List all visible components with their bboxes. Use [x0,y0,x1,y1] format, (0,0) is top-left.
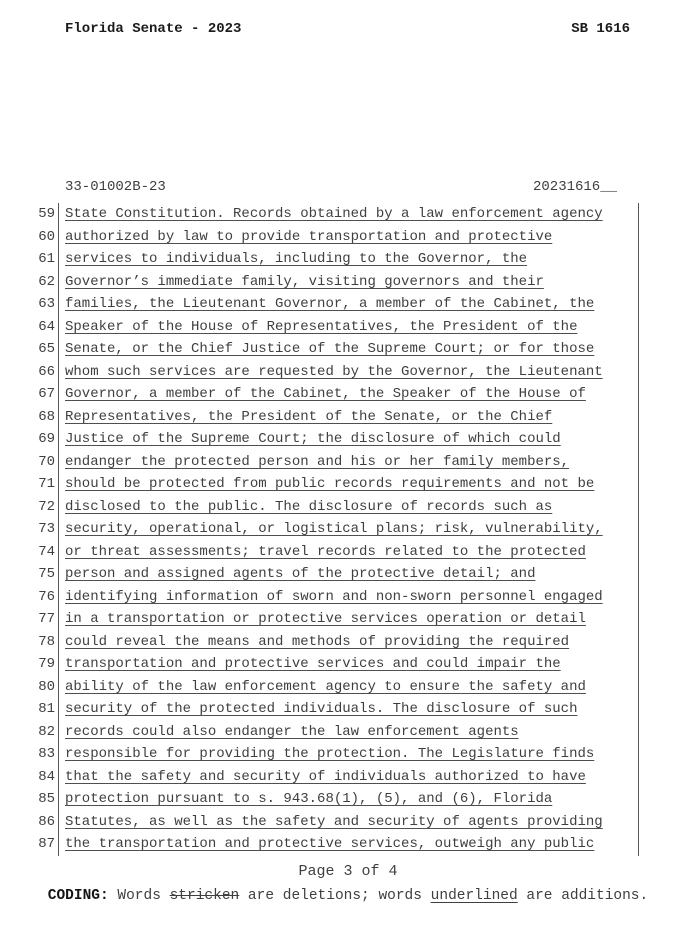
line-text: State Constitution. Records obtained by a law enforcement agency [65,206,603,222]
stricken-sample: stricken [169,888,240,904]
line-text: families, the Lieutenant Governor, a member of the Cabinet, the [65,296,595,312]
line-row [0,518,696,541]
line-number: 72 [38,498,55,515]
underlined-sample: underlined [430,888,518,904]
line-row [0,743,696,766]
line-row [0,428,696,451]
line-text: Governor, a member of the Cabinet, the Speaker of the House of [65,386,586,402]
line-row [0,586,696,609]
line-text: Governor’s immediate family, visiting governors and their [65,273,544,290]
line-text: records could also endanger the law enforcement agents [65,723,519,740]
line-row [0,541,696,564]
line-number: 61 [38,251,55,267]
line-number: 70 [38,453,55,470]
line-row [0,631,696,654]
line-number: 66 [38,363,55,380]
line-number: 64 [38,318,55,335]
line-row [0,451,696,474]
line-number: 69 [38,431,55,447]
line-text: security of the protected individuals. The disclosure of such [65,701,578,717]
line-number: 79 [38,656,55,672]
line-number: 81 [38,701,55,717]
coding-text-2: are deletions; words [239,888,431,904]
line-text: that the safety and security of individuals authorized to have [65,768,586,785]
line-number: 78 [38,633,55,650]
line-row [0,406,696,429]
line-text: security, operational, or logistical plans; risk, vulnerability, [65,521,603,537]
line-row [0,316,696,339]
line-number: 75 [38,566,55,582]
line-number: 86 [38,813,55,830]
line-number: 83 [38,746,55,762]
doc-id-right: 20231616__ [532,179,617,195]
line-row [0,676,696,699]
line-row [0,698,696,721]
line-text: disclosed to the public. The disclosure of records such as [65,498,553,515]
line-row [0,608,696,631]
line-row [0,338,696,361]
line-row [0,563,696,586]
coding-note [0,888,696,904]
line-text: in a transportation or protective services operation or detail [65,611,586,627]
line-text: Speaker of the House of Representatives, the President of the [65,318,578,335]
line-text: Senate, or the Chief Justice of the Supreme Court; or for those [65,341,595,357]
line-text: responsible for providing the protection. The Legislature finds [65,746,595,762]
page-header [65,21,630,37]
line-text: person and assigned agents of the protective detail; and [65,566,536,582]
line-row [0,383,696,406]
line-text: transportation and protective services and could impair the [65,656,561,672]
line-text: should be protected from public records requirements and not be [65,476,595,492]
line-row [0,271,696,294]
line-text: the transportation and protective services, outweigh any public [65,836,595,852]
body-lines [0,203,696,856]
line-text: Statutes, as well as the safety and security of agents providing [65,813,603,830]
coding-text-3: are additions. [517,888,649,904]
line-text: authorized by law to provide transportation and protective [65,228,553,245]
line-row [0,721,696,744]
line-number: 63 [38,296,55,312]
line-text: Representatives, the President of the Senate, or the Chief [65,408,553,425]
line-row [0,248,696,271]
line-row [0,811,696,834]
line-number: 59 [38,206,55,222]
line-row [0,788,696,811]
line-number: 65 [38,341,55,357]
line-row [0,653,696,676]
line-number: 71 [38,476,55,492]
line-row [0,361,696,384]
line-row [0,203,696,226]
line-row [0,226,696,249]
header-session-title: Florida Senate - 2023 [65,21,242,37]
doc-id-row [65,179,617,195]
line-number: 76 [38,588,55,605]
coding-label: CODING: [47,888,109,904]
line-text: whom such services are requested by the Governor, the Lieutenant [65,363,603,380]
header-bill-number: SB 1616 [571,21,630,37]
line-text: identifying information of sworn and non-sworn personnel engaged [65,588,603,605]
line-number: 80 [38,678,55,695]
line-row [0,293,696,316]
doc-id-left: 33-01002B-23 [65,179,166,195]
line-number: 82 [38,723,55,740]
line-number: 73 [38,521,55,537]
line-row [0,833,696,856]
line-number: 77 [38,611,55,627]
line-row [0,766,696,789]
line-row [0,473,696,496]
line-number: 68 [38,408,55,425]
line-number: 87 [38,836,55,852]
line-text: ability of the law enforcement agency to ensure the safety and [65,678,586,695]
line-text: Justice of the Supreme Court; the disclosure of which could [65,431,561,447]
line-number: 84 [38,768,55,785]
line-text: could reveal the means and methods of providing the required [65,633,570,650]
line-number: 60 [38,228,55,245]
coding-text-1: Words [108,888,170,904]
line-text: endanger the protected person and his or her family members, [65,453,570,470]
line-number: 62 [38,273,55,290]
line-row [0,496,696,519]
line-text: services to individuals, including to the Governor, the [65,251,528,267]
line-number: 74 [38,543,55,560]
line-text: protection pursuant to s. 943.68(1), (5), and (6), Florida [65,791,553,807]
line-number: 67 [38,386,55,402]
page-indicator: Page 3 of 4 [298,863,398,880]
line-number: 85 [38,791,55,807]
line-text: or threat assessments; travel records related to the protected [65,543,586,560]
